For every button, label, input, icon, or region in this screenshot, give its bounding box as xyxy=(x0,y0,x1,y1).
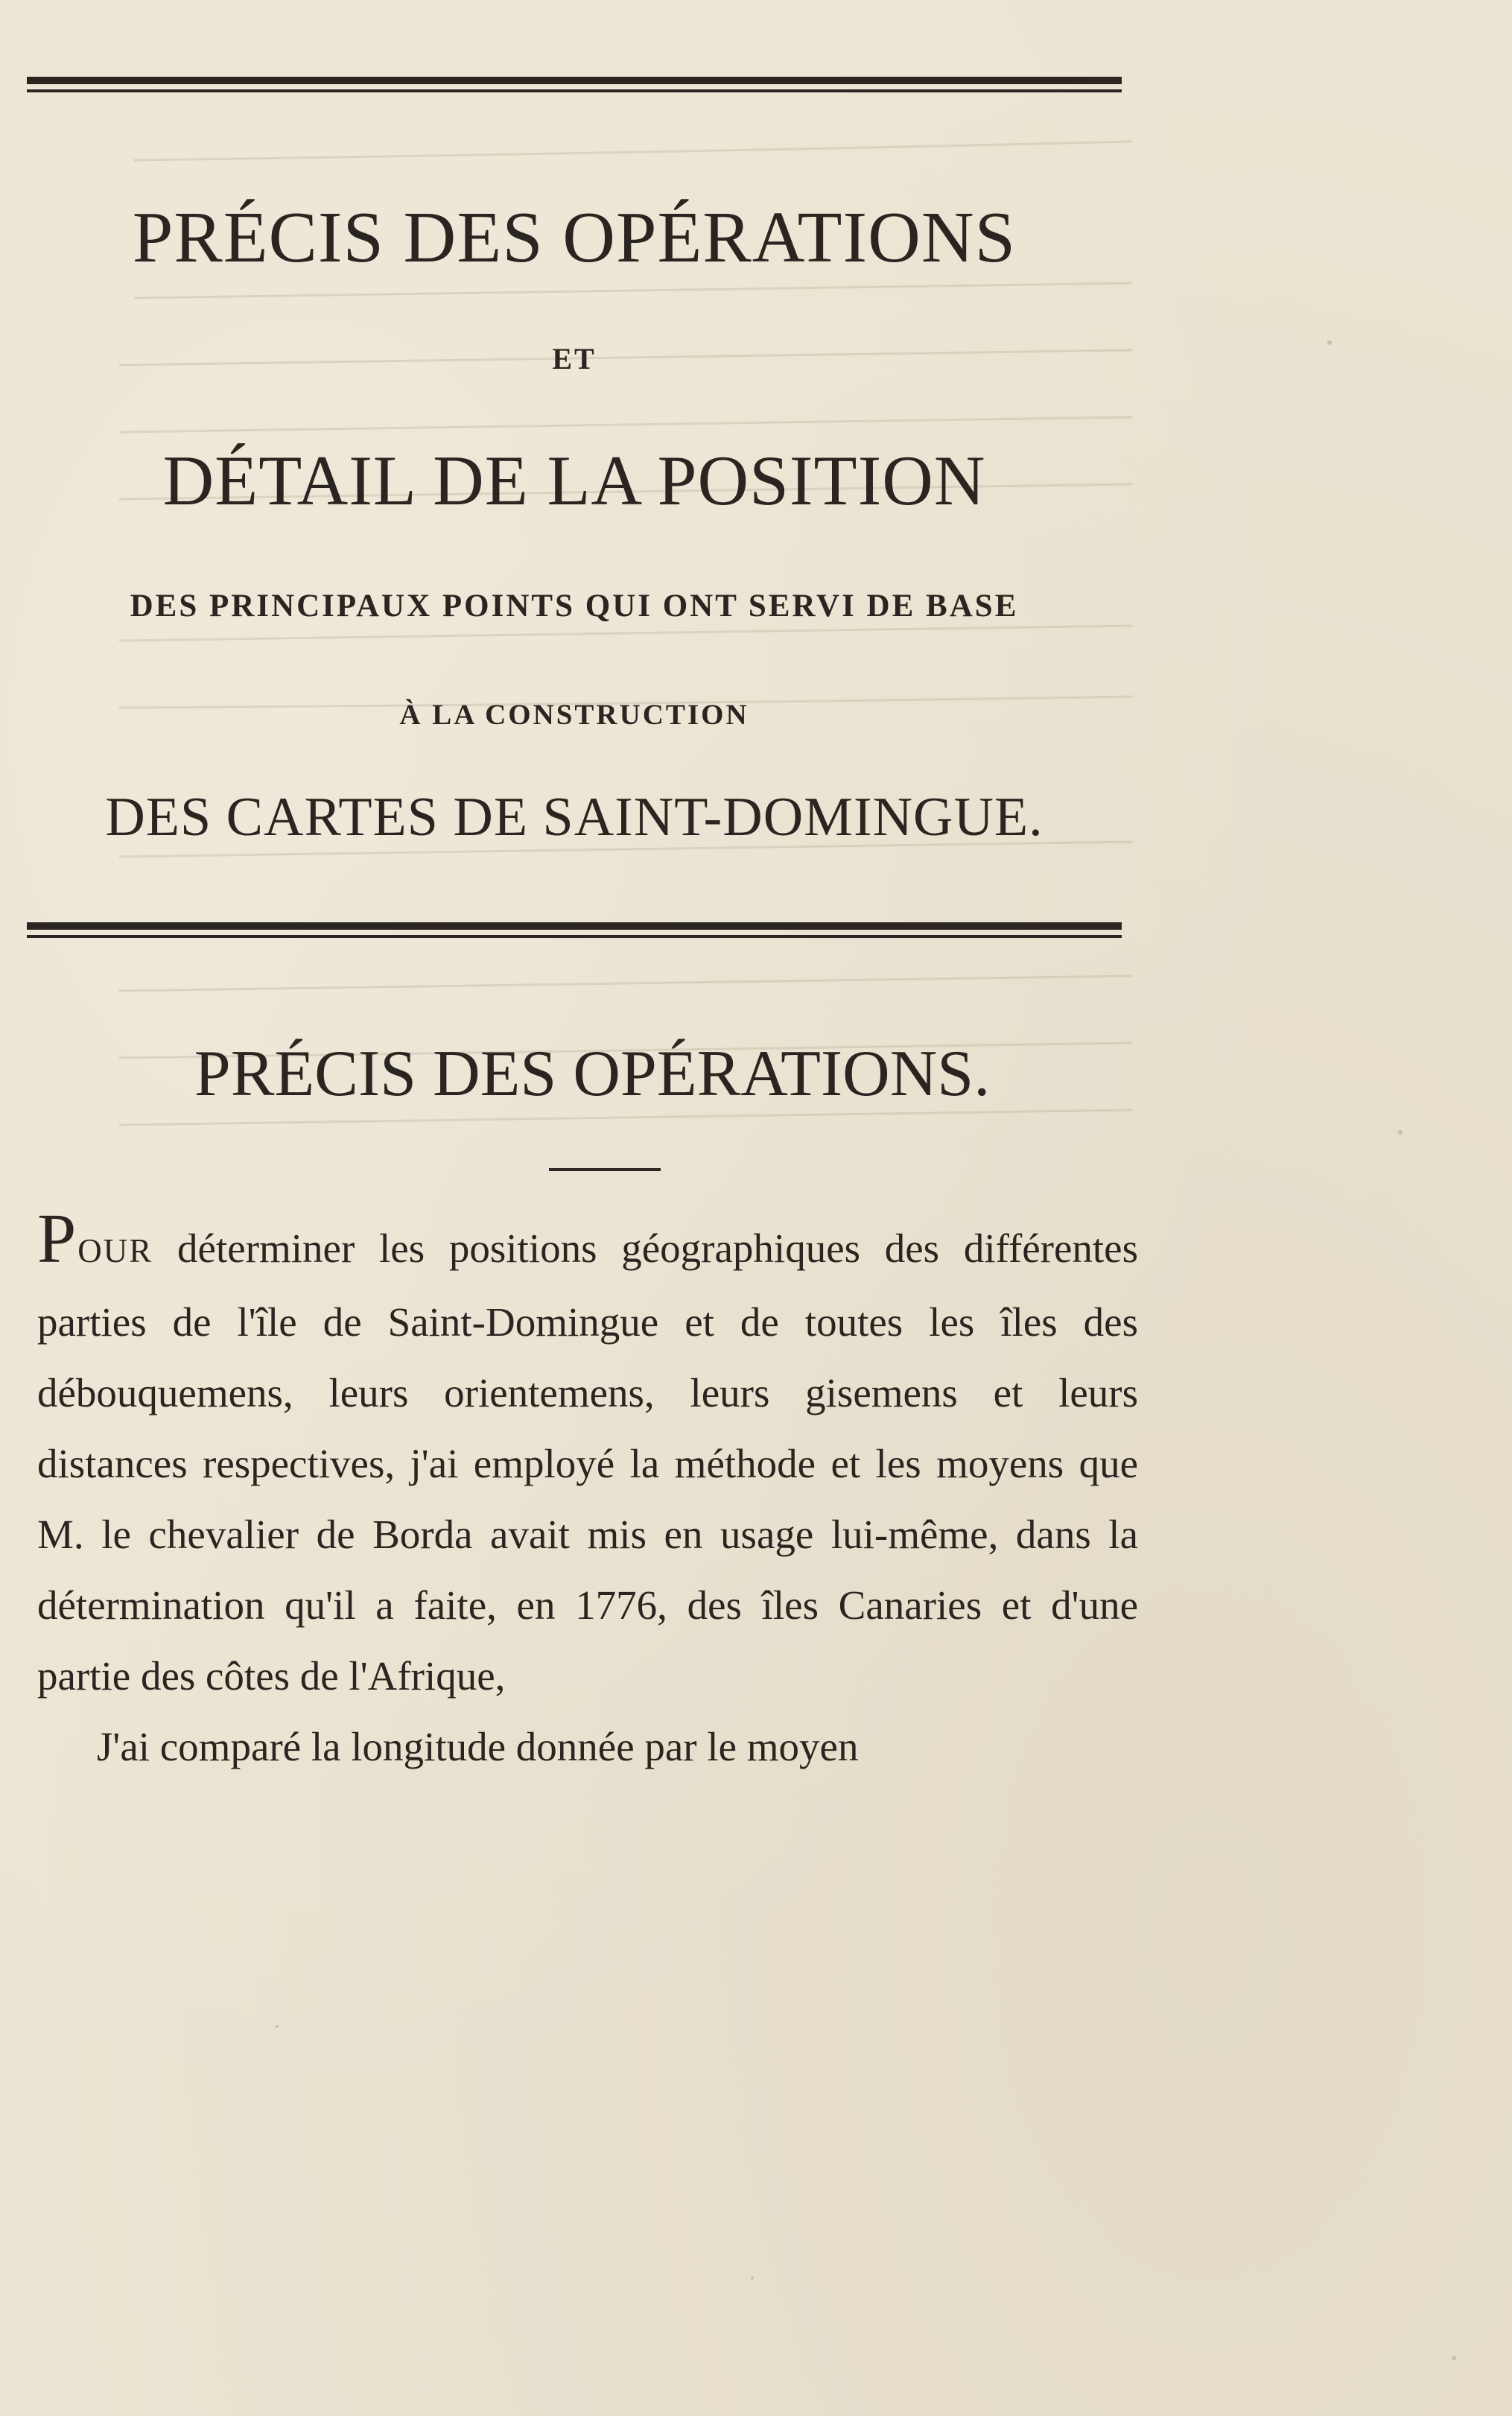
middle-double-rule xyxy=(27,922,1122,938)
title-line-3: DÉTAIL DE LA POSITION xyxy=(162,441,986,520)
paragraph-1 xyxy=(37,1200,1138,1711)
section-heading: PRÉCIS DES OPÉRATIONS. xyxy=(194,1038,991,1110)
paragraph-1-text: déterminer les positions géographiques des différentes parties de l'île de Saint-Domingue et de toutes les îles des débouquemens, leurs orientemens, leurs gisemens et leurs distances respectives, j'ai employé la méthode et les moyens que M. le chevalier de Borda avait mis en usage lui-même, dans la détermination qu'il a faite, en 1776, des îles Canaries et d'une partie des côtes de l'Afrique, xyxy=(37,1226,1138,1699)
drop-cap: P xyxy=(37,1200,77,1278)
title-line-6: DES CARTES DE SAINT-DOMINGUE. xyxy=(105,787,1044,848)
section-short-rule xyxy=(549,1168,661,1171)
paragraph-2-text: J'ai comparé la longitude donnée par le moyen xyxy=(97,1724,859,1769)
title-line-4: DES PRINCIPAUX POINTS QUI ONT SERVI DE BASE xyxy=(130,589,1019,624)
small-caps-word: OUR xyxy=(77,1232,153,1269)
title-line-1: PRÉCIS DES OPÉRATIONS xyxy=(132,197,1017,278)
title-line-5: À LA CONSTRUCTION xyxy=(399,699,749,731)
top-double-rule xyxy=(27,77,1122,92)
body-text xyxy=(37,1200,1138,1782)
paragraph-2 xyxy=(37,1711,1138,1782)
title-conjunction: ET xyxy=(552,342,597,375)
